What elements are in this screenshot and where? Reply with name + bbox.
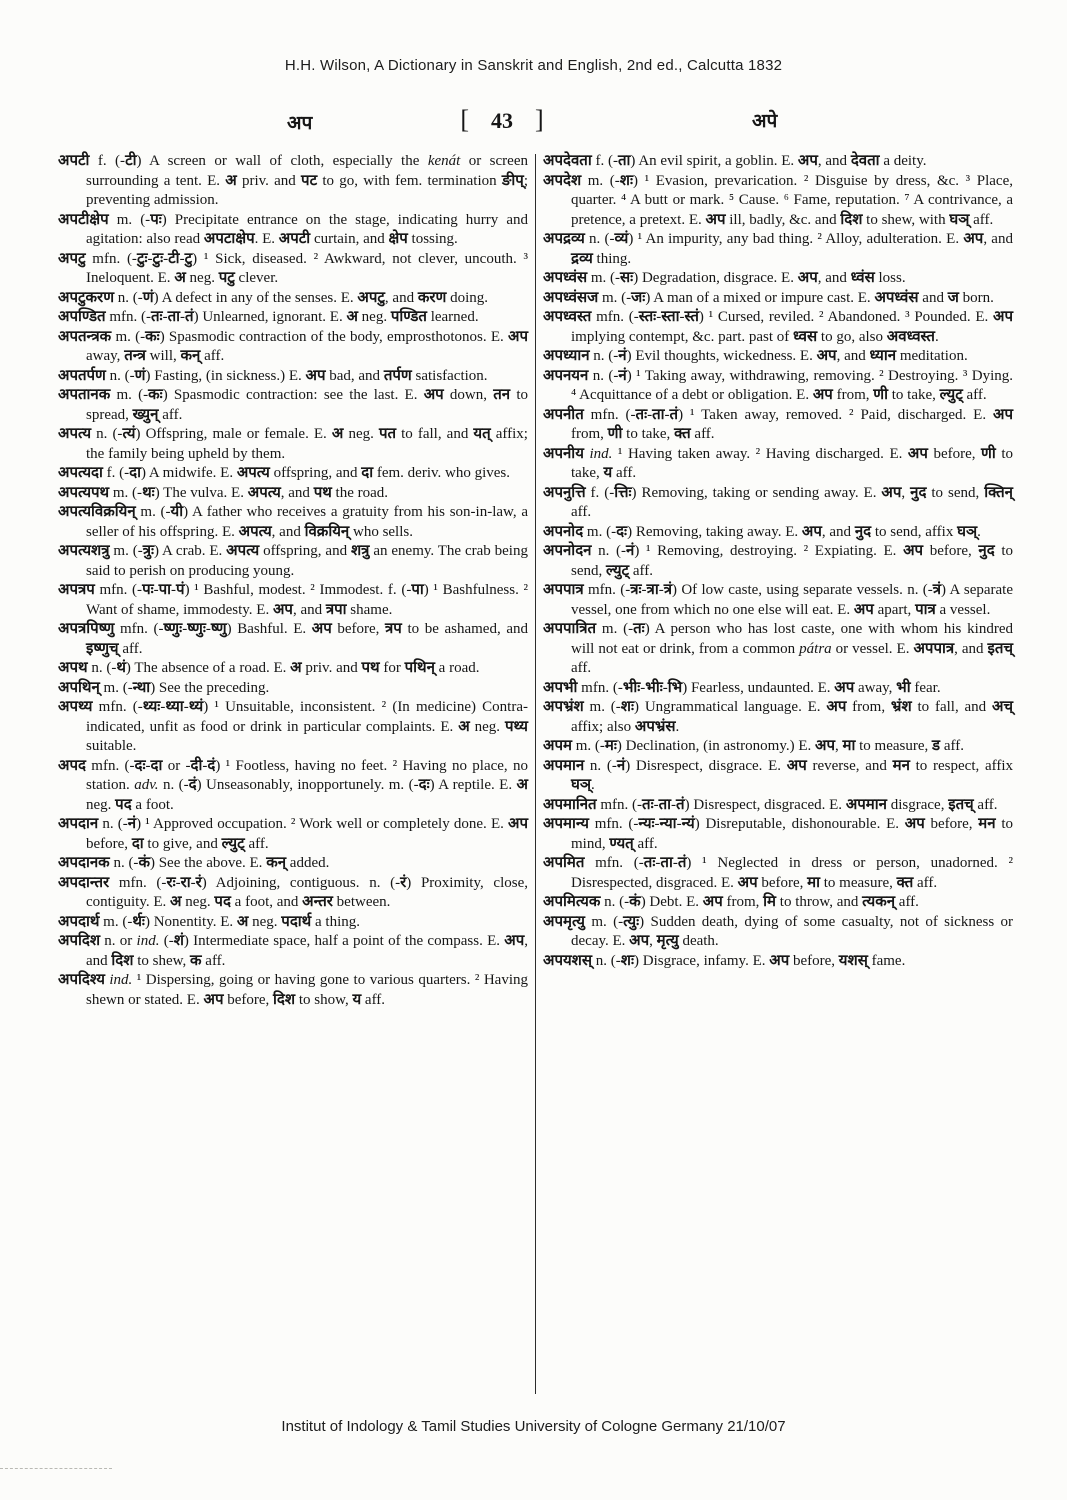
- dictionary-entry: [58, 698, 528, 757]
- entry-body: f. (-त्तिः) Removing, taking or sending away. E. अप, नुद to send, क्तिन् aff.: [571, 484, 1014, 520]
- dictionary-entry: [58, 328, 528, 367]
- entry-body: mfn. (-तः-ता-तं) Unlearned, ignorant. E. अ neg. पण्डित learned.: [105, 309, 479, 325]
- entry-headword: अपदानक: [58, 855, 110, 871]
- dictionary-entry: [543, 289, 1013, 309]
- dictionary-entry: [58, 289, 528, 309]
- dictionary-entry: [58, 815, 528, 854]
- entry-body: m. (-सः) Degradation, disgrace. E. अप, and ध्वंस loss.: [587, 270, 906, 286]
- entry-headword: अपटीक्षेप: [58, 211, 109, 228]
- dictionary-entry: [58, 854, 528, 874]
- entry-headword: अपद: [58, 757, 86, 774]
- dictionary-entry: [58, 250, 528, 289]
- entry-headword: अपदान: [58, 816, 99, 832]
- entry-headword: अपभ्रंश: [543, 699, 584, 715]
- entry-headword: अपतर्पण: [58, 367, 106, 384]
- dictionary-entry: [58, 874, 528, 913]
- entry-body: m. (-त्युः) Sudden death, dying of some casualty, not of sickness or decay. E. अप, मृत्यु death.: [571, 913, 1013, 949]
- dictionary-entry: [543, 893, 1013, 913]
- dictionary-entry: [58, 425, 528, 464]
- entry-body: mfn. (-टुः-टुः-टी-टु) ¹ Sick, diseased. ² Awkward, not clever, uncouth. ³ Ineloquent. E. अ neg. पटु clever.: [85, 250, 528, 286]
- entry-body: n. (-नं) Evil thoughts, wickedness. E. अप, and ध्यान meditation.: [589, 348, 968, 364]
- dictionary-entry: [543, 620, 1013, 679]
- dictionary-entry: [543, 679, 1013, 699]
- entry-body: n. (-कं) Debt. E. अप from, मि to throw, and त्यकन् aff.: [600, 894, 919, 910]
- entry-headword: अपटी: [58, 153, 90, 169]
- entry-body: m. (-दः) Removing, taking away. E. अप, and नुद to send, affix घञ्.: [583, 523, 981, 540]
- entry-body: m. (-कः) Spasmodic contraction: see the last. E. अप down, तन to spread, ख्युन् aff.: [86, 387, 528, 423]
- dictionary-entry: [58, 152, 528, 211]
- entry-headword: अपदेश: [543, 172, 582, 189]
- dictionary-entry: [58, 679, 528, 699]
- entry-body: m. (-शः) Ungrammatical language. E. अप from, भ्रंश to fall, and अच् affix; also अपभ्रंस.: [571, 699, 1013, 735]
- source-caption: H.H. Wilson, A Dictionary in Sanskrit and English, 2nd ed., Calcutta 1832: [284, 57, 783, 74]
- dictionary-entry: [543, 308, 1013, 347]
- entry-body: n. (-शः) Disgrace, infamy. E. अप before, यशस् fame.: [592, 952, 906, 969]
- dictionary-entry: [58, 757, 528, 816]
- entry-body: n. (-नं) ¹ Approved occupation. ² Work well or completely done. E. अप before, दा to give, and ल्युट् aff.: [86, 816, 529, 852]
- entry-headword: अपपात्र: [543, 582, 584, 598]
- dictionary-entry: [58, 464, 528, 484]
- dictionary-entry: [543, 796, 1013, 816]
- footer-caption: Institut of Indology & Tamil Studies University of Cologne Germany 21/10/07: [281, 1418, 786, 1435]
- entry-headword: अपनीय: [543, 445, 584, 462]
- dictionary-entry: [543, 581, 1013, 620]
- dictionary-entry: [543, 269, 1013, 289]
- dictionary-entry: [543, 698, 1013, 737]
- entry-headword: अपत्यशत्रु: [58, 543, 110, 559]
- entry-body: mfn. (-थ्यः-थ्या-थ्यं) ¹ Unsuitable, inconsistent. ² (In medicine) Contra-indicated, unfit as food or drink in particular complaints. E. अ neg. पथ्य suitable.: [86, 699, 528, 754]
- dictionary-entry: [58, 542, 528, 581]
- entry-headword: अपथ्य: [58, 699, 93, 715]
- dictionary-entry: [58, 503, 528, 542]
- entry-body: n. (-कं) See the above. E. कन् added.: [109, 855, 330, 871]
- entry-body: mfn. (-दः-दा or -दी-दं) ¹ Footless, having no feet. ² Having no place, no station. adv. n. (-दं) Unseasonably, inopportunely. m. (-दः) A reptile. E. अ neg. पद a foot.: [85, 757, 529, 813]
- entry-body: m. (-कः) Spasmodic contraction of the body, emprosthotonos. E. अप away, तन्त्र will, कन् aff.: [86, 328, 528, 364]
- dictionary-entry: [543, 952, 1013, 972]
- dictionary-entry: [58, 971, 528, 1010]
- entry-body: m. (-त्रुः) A crab. E. अपत्य offspring, and शत्रु an enemy. The crab being said to perish on producing young.: [86, 543, 528, 579]
- entry-body: mfn. (-स्तः-स्ता-स्तं) ¹ Cursed, reviled. ² Abandoned. ³ Pounded. E. अप implying contempt, &c. part. past of ध्वस to go, also अवध्वस्त.: [571, 309, 1013, 345]
- entry-headword: अपमृत्यु: [543, 913, 586, 930]
- dictionary-entry: [543, 172, 1013, 231]
- dictionary-entry: [543, 152, 1013, 172]
- entry-headword: अपण्डित: [58, 309, 106, 325]
- entry-headword: अपत्यदा: [58, 465, 103, 481]
- dictionary-entry: [58, 308, 528, 328]
- column-divider-rule: [535, 154, 536, 1394]
- entry-body: f. (-टी) A screen or wall of cloth, especially the kenát or screen surrounding a tent. E. अ priv. and पट to go, with fem. termination ङीप्; preventing admission.: [86, 153, 528, 208]
- page-number-value: 43: [491, 108, 513, 133]
- entry-headword: अपध्वंसज: [543, 289, 599, 306]
- dictionary-entry: [543, 347, 1013, 367]
- entry-headword: अपदेवता: [543, 153, 592, 169]
- dictionary-entry: [58, 386, 528, 425]
- entry-headword: अपमान: [543, 757, 585, 774]
- entry-headword: अपद्रव्य: [543, 231, 585, 247]
- entry-headword: अपनीत: [543, 406, 584, 423]
- entry-headword: अपनयन: [543, 367, 589, 384]
- dictionary-entry: [543, 367, 1013, 406]
- entry-headword: अपमान्य: [543, 816, 589, 832]
- entry-body: m. (-र्थः) Nonentity. E. अ neg. पदार्थ a thing.: [99, 913, 361, 930]
- entry-headword: अपदान्तर: [58, 874, 110, 891]
- entry-headword: अपत्यपथ: [58, 484, 110, 501]
- scan-artifact-dash: [0, 1468, 112, 1469]
- dictionary-entry: [543, 542, 1013, 581]
- entry-headword: अपनुत्ति: [543, 484, 586, 501]
- entry-headword: अपयशस्: [543, 952, 593, 969]
- dictionary-entry: [58, 484, 528, 504]
- bracket-left: [: [460, 105, 469, 134]
- entry-headword: अपत्य: [58, 426, 92, 442]
- dictionary-entry: [543, 757, 1013, 796]
- dictionary-entry: [543, 737, 1013, 757]
- entry-body: mfn. (-रः-रा-रं) Adjoining, contiguous. n. (-रं) Proximity, close, contiguity. E. अ neg. पद a foot, and अन्तर between.: [86, 874, 528, 910]
- entry-body: mfn. (-पः-पा-पं) ¹ Bashful, modest. ² Immodest. f. (-पा) ¹ Bashfulness. ² Want of shame, immodesty. E. अप, and त्रपा shame.: [86, 582, 529, 618]
- entry-body: mfn. (-तः-ता-तं) Disrespect, disgraced. E. अपमान disgrace, इतच् aff.: [596, 796, 998, 813]
- dictionary-entry: [58, 932, 528, 971]
- entry-body: n. (-णं) A defect in any of the senses. E. अपटु, and करण doing.: [114, 289, 489, 306]
- entry-headword: अपथ: [58, 660, 88, 676]
- entry-body: m. (-यी) A father who receives a gratuity from his son-in-law, a seller of his offspring. E. अपत्य, and विक्रयिन् who sells.: [86, 504, 528, 540]
- entry-body: f. (-दा) A midwife. E. अपत्य offspring, and दा fem. deriv. who gives.: [102, 465, 511, 481]
- entry-body: m. (-पः) Precipitate entrance on the stage, indicating hurry and agitation: also read अपटाक्षेप. E. अपटी curtain, and क्षेप tossing.: [86, 211, 528, 247]
- entry-headword: अपमित्यक: [543, 894, 601, 910]
- dictionary-entry: [58, 659, 528, 679]
- entry-body: m. (-तः) A person who has lost caste, one with whom his kindred will not eat or drink, from a common pátra or vessel. E. अपपात्र, and इतच् aff.: [571, 621, 1013, 676]
- entry-headword: अपमित: [543, 855, 585, 871]
- entry-headword: अपत्रप: [58, 582, 95, 598]
- entry-headword: अपपात्रित: [543, 621, 597, 637]
- left-guide-word: अप: [287, 113, 313, 134]
- entry-body: mfn. (-भीः-भीः-भि) Fearless, undaunted. E. अप away, भी fear.: [577, 679, 941, 696]
- dictionary-entry: [543, 815, 1013, 854]
- entry-headword: अपनोदन: [543, 543, 592, 559]
- entry-headword: अपदिश: [58, 933, 101, 949]
- entry-headword: अपदार्थ: [58, 913, 100, 930]
- entry-headword: अपथिन्: [58, 679, 100, 696]
- bracket-right: ]: [535, 105, 544, 134]
- entry-body: m. (-न्था) See the preceding.: [99, 679, 270, 696]
- dictionary-entry: [543, 854, 1013, 893]
- entry-body: f. (-ता) An evil spirit, a goblin. E. अप, and देवता a deity.: [591, 153, 927, 169]
- dictionary-entry: [543, 445, 1013, 484]
- entry-body: n. (-नं) Disrespect, disgrace. E. अप reverse, and मन to respect, affix घञ्.: [571, 757, 1013, 793]
- entry-body: m. (-मः) Declination, (in astronomy.) E. अप, मा to measure, ड aff.: [571, 738, 964, 754]
- entry-body: n. (-नं) ¹ Taking away, withdrawing, removing. ² Destroying. ³ Dying. ⁴ Acquittance of a debt or obligation. E. अप from, णी to take, ल्युट् aff.: [571, 367, 1014, 403]
- entry-body: m. (-थः) The vulva. E. अपत्य, and पथ the road.: [109, 484, 389, 501]
- entry-headword: अपत्रपिष्णु: [58, 621, 115, 637]
- entry-body: mfn. (-तः-ता-तं) ¹ Taken away, removed. ² Paid, discharged. E. अप from, णी to take, क्त aff.: [571, 406, 1013, 442]
- text-columns: [58, 152, 1014, 1400]
- dictionary-entry: [543, 484, 1013, 523]
- entry-headword: अपध्वस्त: [543, 309, 592, 325]
- entry-body: mfn. (-ष्णुः-ष्णुः-ष्णु) Bashful. E. अप before, त्रप to be ashamed, and इष्णुच् aff.: [86, 621, 528, 657]
- dictionary-entry: [58, 581, 528, 620]
- entry-headword: अपतानक: [58, 387, 111, 403]
- dictionary-entry: [543, 406, 1013, 445]
- dictionary-entry: [543, 523, 1013, 543]
- right-guide-word: अपे: [752, 111, 778, 132]
- page-number: [412, 105, 592, 135]
- entry-body: n. (-णं) Fasting, (in sickness.) E. अप bad, and तर्पण satisfaction.: [105, 367, 488, 384]
- entry-headword: अपध्यान: [543, 348, 590, 364]
- entry-body: mfn. (-त्रः-त्रा-त्रं) Of low caste, using separate vessels. n. (-त्रं) A separate vessel, one from which no one else will eat. E. अप apart, पात्र a vessel.: [571, 582, 1013, 618]
- dictionary-entry: [58, 620, 528, 659]
- entry-body: mfn. (-तः-ता-तं) ¹ Neglected in dress or person, unadorned. ² Disrespected, disgraced. E. अप before, मा to measure, क्त aff.: [571, 855, 1013, 891]
- entry-headword: अपमानित: [543, 796, 597, 813]
- entry-headword: अपटु: [58, 250, 86, 267]
- entry-headword: अपभी: [543, 679, 578, 696]
- entry-headword: अपदिश्य: [58, 972, 105, 988]
- entry-body: n. (-थं) The absence of a road. E. अ priv. and पथ for पथिन् a road.: [87, 660, 480, 676]
- dictionary-entry: [543, 230, 1013, 269]
- entry-headword: अपनोद: [543, 523, 584, 540]
- entry-body: m. (-शः) ¹ Evasion, prevarication. ² Disguise by dress, &c. ³ Place, quarter. ⁴ A butt or mark. ⁵ Cause. ⁶ Fame, reputation. ⁷ A contrivance, a pretence, a pretext. E. अप ill, badly, &c. and दिश to shew, with घञ् aff.: [571, 172, 1013, 228]
- right-column: [543, 152, 1013, 1400]
- entry-headword: अपम: [543, 738, 572, 754]
- entry-body: n. (-नं) ¹ Removing, destroying. ² Expiating. E. अप before, नुद to send, ल्युट् aff.: [571, 543, 1013, 579]
- dictionary-entry: [58, 211, 528, 250]
- entry-headword: अपत्यविक्रयिन्: [58, 504, 136, 520]
- dictionary-entry: [543, 913, 1013, 952]
- entry-headword: अपतन्त्रक: [58, 328, 112, 345]
- page-header: [0, 105, 1067, 141]
- left-column: [58, 152, 528, 1400]
- entry-body: mfn. (-न्यः-न्या-न्यं) Disreputable, dishonourable. E. अप before, मन to mind, ण्यत् aff.: [571, 816, 1014, 852]
- dictionary-entry: [58, 913, 528, 933]
- dictionary-entry: [58, 367, 528, 387]
- entry-body: n. (-त्यं) Offspring, male or female. E. अ neg. पत to fall, and यत् affix; the family being upheld by them.: [86, 426, 528, 462]
- entry-body: ind. ¹ Having taken away. ² Having discharged. E. अप before, णी to take, य aff.: [571, 445, 1013, 481]
- entry-body: m. (-जः) A man of a mixed or impure cast. E. अपध्वंस and ज born.: [598, 289, 994, 306]
- entry-body: n. (-व्यं) ¹ An impurity, any bad thing. ² Alloy, adulteration. E. अप, and द्रव्य thing.: [571, 231, 1013, 267]
- entry-headword: अपध्वंस: [543, 270, 588, 286]
- entry-headword: अपटुकरण: [58, 289, 115, 306]
- entry-body: n. or ind. (-शं) Intermediate space, half a point of the compass. E. अप, and दिश to shew, क aff.: [86, 933, 528, 969]
- entry-body: ind. ¹ Dispersing, going or having gone to various quarters. ² Having shewn or stated. E. अप before, दिश to show, य aff.: [86, 972, 528, 1008]
